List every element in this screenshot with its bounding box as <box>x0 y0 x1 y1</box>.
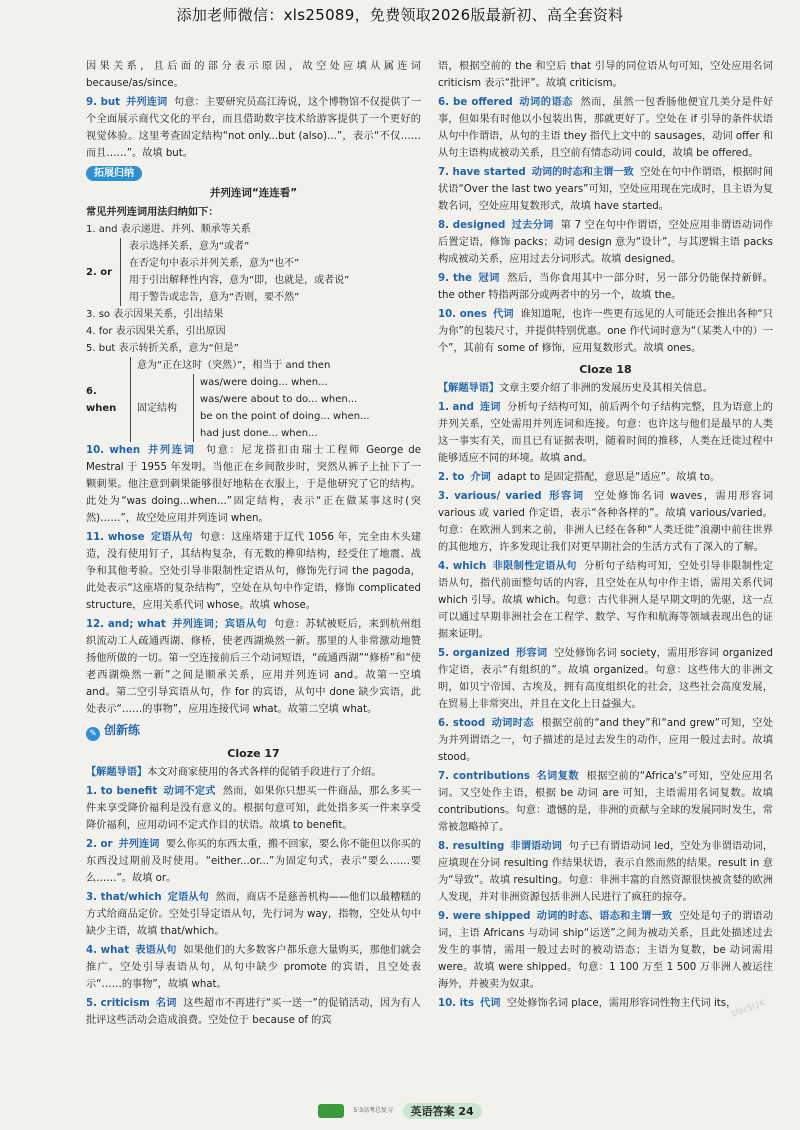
answer-item: 4. which 非限制性定语从句 分析句子结构可知，空处引导非限制性定语从句，指代前面整句话的内容，且空处在从句中作主语，需用关系代词 which 引导。故填 which。句意：古代非洲人是早期文明的先驱，这一点可以通过早期非洲社会在工程学、数学、写作和航海等领域表现出色的证据来证明。 <box>438 561 774 640</box>
answer-item: 2. or 并列连词 要么你买的东西太重，搬不回家，要么你不能但以你买的东西没过期前及时使用。“either...or...”为固定句式，表示“要么……要么……”。故填 or。 <box>86 839 422 884</box>
section-icon: ✎ <box>86 727 100 741</box>
usage-when: 6. when 意为“正在这时（突然）”，相当于 and then 固定结构 was/were doing... when... was/were about to do... when... be on the point of doing... when... had just done... when... <box>86 357 421 442</box>
footer-brand: 5·3高考总复习 <box>353 1107 393 1114</box>
usage-or-item: 用于警告或忠告，意为“否则，要不然” <box>129 292 300 303</box>
expansion-intro: 常见并列连词用法归纳如下： <box>86 207 219 218</box>
usage-but: 5. but 表示转折关系，意为“但是” <box>86 343 239 354</box>
answer-page <box>86 58 776 1078</box>
answer-item: 1. and 连词 分析句子结构可知，前后两个句子结构完整，且为语意上的并列关系，空处需用并列连词和连接。句意：也许这与他们是最早的人类这一事实有关，而且已有证据表明，随着时间的推移，人类在迁徙过程中能够适应不同的环境。故填 and。 <box>438 402 773 464</box>
usage-and: 1. and 表示递进、并列、顺承等关系 <box>86 224 251 235</box>
answer-item: 7. contributions 名词复数 根据空前的“Africa's”可知，空处应用名词。又空处作主语，根据 be 动词 are 可知，主语需用名词复数。故填 contributions。句意：遗憾的是，非洲的贡献与全球的发展同时发生，常常被忽略掉了。 <box>438 771 774 833</box>
usage-when-fixed: 固定结构 <box>137 402 177 414</box>
answer-item: 9. the 冠词 然后，当你食用其中一部分时，另一部分仍能保持新鲜。the other 特指两部分或两者中的另一个，故填 the。 <box>438 273 773 301</box>
usage-or: 2. or 表示选择关系，意为“或者” 在否定句中表示并列关系，意为“也不” 用于引出解释性内容，意为“即，也就是，或者说” 用于警告或忠告，意为“否则，要不然” <box>86 238 421 306</box>
usage-so: 3. so 表示因果关系，引出结果 <box>86 309 224 320</box>
answer-item: 9. were shipped 动词的时态、语态和主谓一致 空处是句子的谓语动词，主语 Africans 与动词 ship“运送”之间为被动关系，且此处描述过去发生的事情，需用一般过去时的被动语态；主语为复数，be 动词需用 were。故填 were shipped。句意：1 100 万至 1 500 万非洲人被运往海外，并被卖为奴隶。 <box>438 911 774 990</box>
answer-item: 5. criticism 名词 这些超市不再进行“买一送一”的促销活动，因为有人批评这些活动会造成浪费。空处位于 because of 的宾 <box>86 998 421 1026</box>
answer-item: 3. that/which 定语从句 然而，商店不是慈善机构——他们以最糟糕的方式给商品定价。空处引导定语从句，先行词为 way，指物，空处从句中缺少主语，故填 that/which。 <box>86 892 422 937</box>
paragraph: 语，根据空前的 the 和空后 that 引导的同位语从句可知，空处应用名词 criticism 表示“批评”。故填 criticism。 <box>438 61 773 89</box>
usage-or-item: 在否定句中表示并列关系，意为“也不” <box>129 258 300 269</box>
watermark: 添加老师微信：xls25089，免费领取2026版最新初、高全套资料 <box>176 6 624 24</box>
answer-item: 10. its 代词 空处修饰名词 place，需用形容词性物主代词 its， <box>438 998 737 1009</box>
answer-item: 4. what 表语从句 如果他们的大多数客户都乐意大量购买，那他们就会推广。空处引导表语从句，从句中缺少 promote 的宾语，且空处表示“……的事物”，故填 what。 <box>86 945 422 990</box>
answer-item: 5. organized 形容词 空处修饰名词 society，需用形容词 organized 作定语，表示“有组织的”。故填 organized。句意：这些伟大的非洲文明，如贝宁帝国、古埃及，拥有高度组织化的社会，这些社会高度发展，在贸易上非常突出，并且在文化上日益强大。 <box>438 648 773 710</box>
usage-or-item: 用于引出解释性内容，意为“即，也就是，或者说” <box>129 275 350 286</box>
answer-item: 7. have started 动词的时态和主谓一致 空处在句中作谓语，根据时间状语“Over the last two years”可知，空处应用现在完成时，且主语为复数名词，空处应用复数形式，故填 have started。 <box>438 167 774 212</box>
right-column <box>438 58 773 1014</box>
cloze-heading: Cloze 17 <box>227 747 280 760</box>
guide: 【解题导语】本文对商家使用的各式各样的促销手段进行了介绍。 <box>86 767 382 778</box>
usage-or-item: 表示选择关系，意为“或者” <box>129 241 250 252</box>
left-column <box>86 58 421 1031</box>
expansion-band: 拓展归纳 <box>86 164 421 183</box>
answer-item: 10. when 并列连词 句意：尼龙搭扣由瑞士工程师 George de Mestral 于 1955 年发明。当他正在乡间散步时，突然从裤子上扯下了一颗刺果。他注意到刺果能够很好地粘在衣服上，于是他研究了它的结构。此处为“was doing...when...”固定结构，表示“正在做某事这时(突然)……”，故空处应用并列连词 when。 <box>86 445 422 524</box>
cloze-heading: Cloze 18 <box>579 363 632 376</box>
expansion-title: 并列连词“连连看” <box>209 187 298 199</box>
section-heading: ✎ 创新练 <box>86 722 421 741</box>
answer-item: 3. various/ varied 形容词 空处修饰名词 waves，需用形容词 various 或 varied 作定语，表示“各种各样的”。故填 various/varied。句意：在欧洲人到来之前，非洲人已经在各种“人类迁徙”浪潮中前往世界的其他地方，许多发现让我们对更早期社会的生活方式有了深入的了解。 <box>438 491 774 553</box>
guide: 【解题导语】文章主要介绍了非洲的发展历史及其相关信息。 <box>438 383 714 394</box>
page-footer <box>0 1100 800 1119</box>
answer-item: 8. designed 过去分词 第 7 空在句中作谓语，空处应用非谓语动词作后置定语，修饰 packs；动词 design 意为“设计”，与其逻辑主语 packs 构成被动关系，应用过去分词形式。故填 designed。 <box>438 220 773 265</box>
answer-item: 9. but 并列连词 句意：主要研究员高江涛说，这个博物馆不仅提供了一个全面展示商代文化的平台，而且借助数字技术给游客提供了一个更好的视觉体验。这里考查固定结构“not only...but (also)...”，表示“不仅……而且……”。故填 but。 <box>86 97 422 159</box>
answer-item: 12. and; what 并列连词；宾语从句 句意：苏轼被贬后，来到杭州组织流动工人疏通西湖、修桥，使老西湖焕然一新。那里的人非常激动地赞扬他所做的一切。第一空连接前后三个动词短语，“疏通西湖”“修桥”和“使老西湖焕然一新”之间是顺承关系，应用并列连词 and。故第一空填 and。第二空引导宾语从句，作 for 的宾语，从句中 done 缺少宾语，此处表示“……的事物”，应用连接代词 what。故第二空填 what。 <box>86 619 422 715</box>
faint-stamp: 2f8c5t2K <box>729 998 767 1019</box>
usage-when-item: be on the point of doing... when... <box>200 411 370 422</box>
answer-item: 8. resulting 非谓语动词 句子已有谓语动词 led，空处为非谓语动词，应填现在分词 resulting 作结果状语，表示自然而然的结果。result in 意为“导致”。故填 resulting。句意：非洲丰富的自然资源很快被贪婪的欧洲人发现，并对非洲资源包括非洲人民进行了疯狂的掠夺。 <box>438 841 774 903</box>
usage-when-item: was/were about to do... when... <box>200 394 358 405</box>
answer-item: 11. whose 定语从句 句意：这座塔建于辽代 1056 年，完全由木头建造，没有使用钉子，其结构复杂，有无数的榫卯结构，经受住了地震、战争和其他考验。空处引导非限制性定语从句，修饰先行词 the pagoda，此处表示“这座塔的复杂结构”，空处在从句中作定语，修饰 complicated structure，应用关系代词 whose。故填 whose。 <box>86 532 422 611</box>
answer-item: 10. ones 代词 谁知道呢，也许一些更有远见的人可能还会推出各种“只为你”的包装尺寸，并提供特别优惠。one 作代词时意为“（某类人中的）一个”，其前有 some of 修饰，应用复数形式。故填 ones。 <box>438 309 773 354</box>
usage-for: 4. for 表示因果关系，引出原因 <box>86 326 226 337</box>
usage-when-item: had just done... when... <box>200 428 318 439</box>
paragraph: 因果关系，且后面的部分表示原因，故空处应填从属连词 because/as/since。 <box>86 61 421 89</box>
answer-item: 6. be offered 动词的语态 然而，虽然一包香肠他便宜几美分是件好事，但如果有时他以小包装出售，那就更好了。空处在 if 引导的条件状语从句中作谓语，从句的主语 they 指代上文中的 sausages，动词 offer 和从句主语构成被动关系，且空前有情态动词 could，故填 be offered。 <box>438 97 774 159</box>
publisher-logo <box>318 1104 344 1118</box>
usage-when-item: was/were doing... when... <box>200 377 328 388</box>
answer-item: 1. to benefit 动词不定式 然而，如果你只想买一件商品，那么多买一件来享受降价福利是没有意义的。根据句意可知，此处指多买一件来享受降价福利，应用动词不定式作目的状语。故填 to benefit。 <box>86 786 422 831</box>
answer-item: 6. stood 动词时态 根据空前的“and they”和“and grew”可知，空处为并列谓语之一，句子描述的是过去发生的动作，应用一般过去时。故填 stood。 <box>438 718 774 763</box>
page-number: 英语答案 24 <box>403 1103 482 1119</box>
usage-when-meaning: 意为“正在这时（突然）”，相当于 and then <box>137 360 331 371</box>
answer-item: 2. to 介词 adapt to 是固定搭配，意思是“适应”。故填 to。 <box>438 472 721 483</box>
